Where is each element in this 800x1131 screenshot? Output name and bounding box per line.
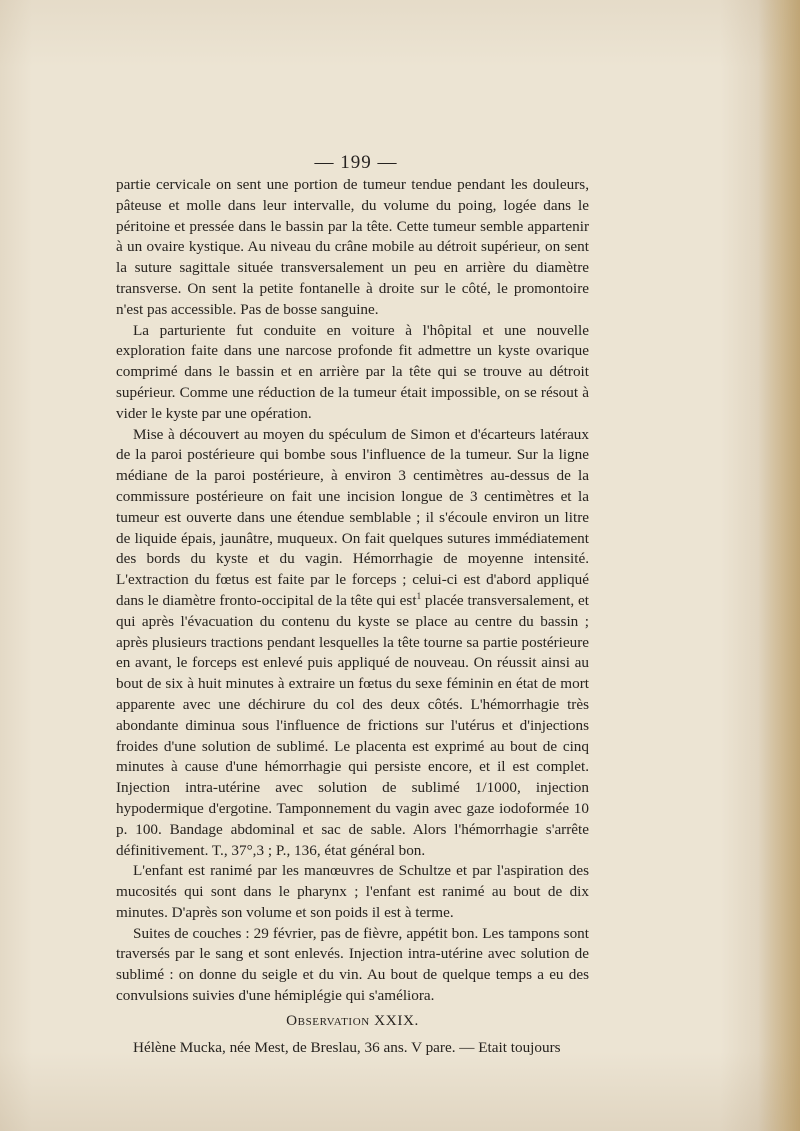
paragraph-3	[116, 425, 589, 862]
footnote-marker: 1	[416, 590, 422, 601]
paragraph-5: Suites de couches : 29 février, pas de fièvre, appétit bon. Les tampons sont traversés par le sang et sont enlevés. Injection intra-utérine avec solution de sublimé : on donne du seigle et du vin. Au bout de quelque temps a eu des convulsions suivies d'une hémiplégie qui s'améliora.	[116, 924, 589, 1005]
body-text	[116, 175, 589, 1058]
observation-heading: Observation XXIX.	[286, 1011, 419, 1029]
paragraph-4: L'enfant est ranimé par les manœuvres de Schultze et par l'aspiration des mucosités qui sont dans le pharynx ; l'enfant est ranimé au bout de dix minutes. D'après son volume et son poids il est à terme.	[116, 862, 589, 921]
paragraph-2: La parturiente fut conduite en voiture à l'hôpital et une nouvelle exploration faite dans une narcose profonde fit admettre un kyste ovarique comprimé dans le bassin et en arrière par la tête qui se trouve au détroit supérieur. Comme une réduction de la tumeur était impossible, on se résout à vider le kyste par une opération.	[116, 321, 589, 422]
paragraph-6: Hélène Mucka, née Mest, de Breslau, 36 ans. V pare. — Etait toujours	[133, 1038, 561, 1056]
paragraph-3-text: Mise à découvert au moyen du spéculum de Simon et d'écarteurs latéraux de la paroi postérieure qui bombe sous l'influence de la tumeur. Sur la ligne médiane de la paroi postérieure, à environ 3 centimètres au-dessus de la commissure postérieure on fait une incision longue de 3 centimètres et la tumeur est ouverte dans une étendue semblable ; il s'écoule environ un litre de liquide épais, jaunâtre, muqueux. On fait quelques sutures immédiatement des bords du kyste et du vagin. Hémorrhagie de moyenne intensité. L'extraction du fœtus est faite par le forceps ; celui-ci est d'abord appliqué dans le diamètre fronto-occipital de la tête qui est	[116, 425, 589, 609]
paragraph-3-text-rest: placée transversalement, et qui après l'évacuation du contenu du kyste se place au centre du bassin ; après plusieurs tractions pendant lesquelles la tête tourne sa partie postérieure en avant, le forceps est enlevé puis appliqué de nouveau. On réussit ainsi au bout de six à huit minutes à extraire un fœtus du sexe féminin en état de mort apparente avec une déchirure du col des deux côtés. L'hémorrhagie très abondante diminua sous l'influence de frictions sur l'utérus et d'injections froides d'une solution de sublimé. Le placenta est exprimé au bout de cinq minutes à cause d'une hémorrhagie qui persiste encore, et il est complet. Injection intra-utérine avec solution de sublimé 1/1000, injection hypodermique d'ergotine. Tamponnement du vagin avec gaze iodoformée 10 p. 100. Bandage abdominal et sac de sable. Alors l'hémorrhagie s'arrête définitivement. T., 37°,3 ; P., 136, état général bon.	[116, 591, 589, 859]
page-number: — 199 —	[314, 152, 398, 173]
page-edge-shading	[758, 0, 800, 1131]
paragraph-1: partie cervicale on sent une portion de tumeur tendue pendant les douleurs, pâteuse et molle dans leur intervalle, du volume du poing, logée dans le péritoine et pressée dans le bassin par la tête. Cette tumeur semble appartenir à un ovaire kystique. Au niveau du crâne mobile au détroit supérieur, on sent la suture sagittale située transversalement un peu en arrière du diamètre transverse. On sent la petite fontanelle à droite sur le côté, le promontoire n'est pas accessible. Pas de bosse sanguine.	[116, 176, 589, 318]
